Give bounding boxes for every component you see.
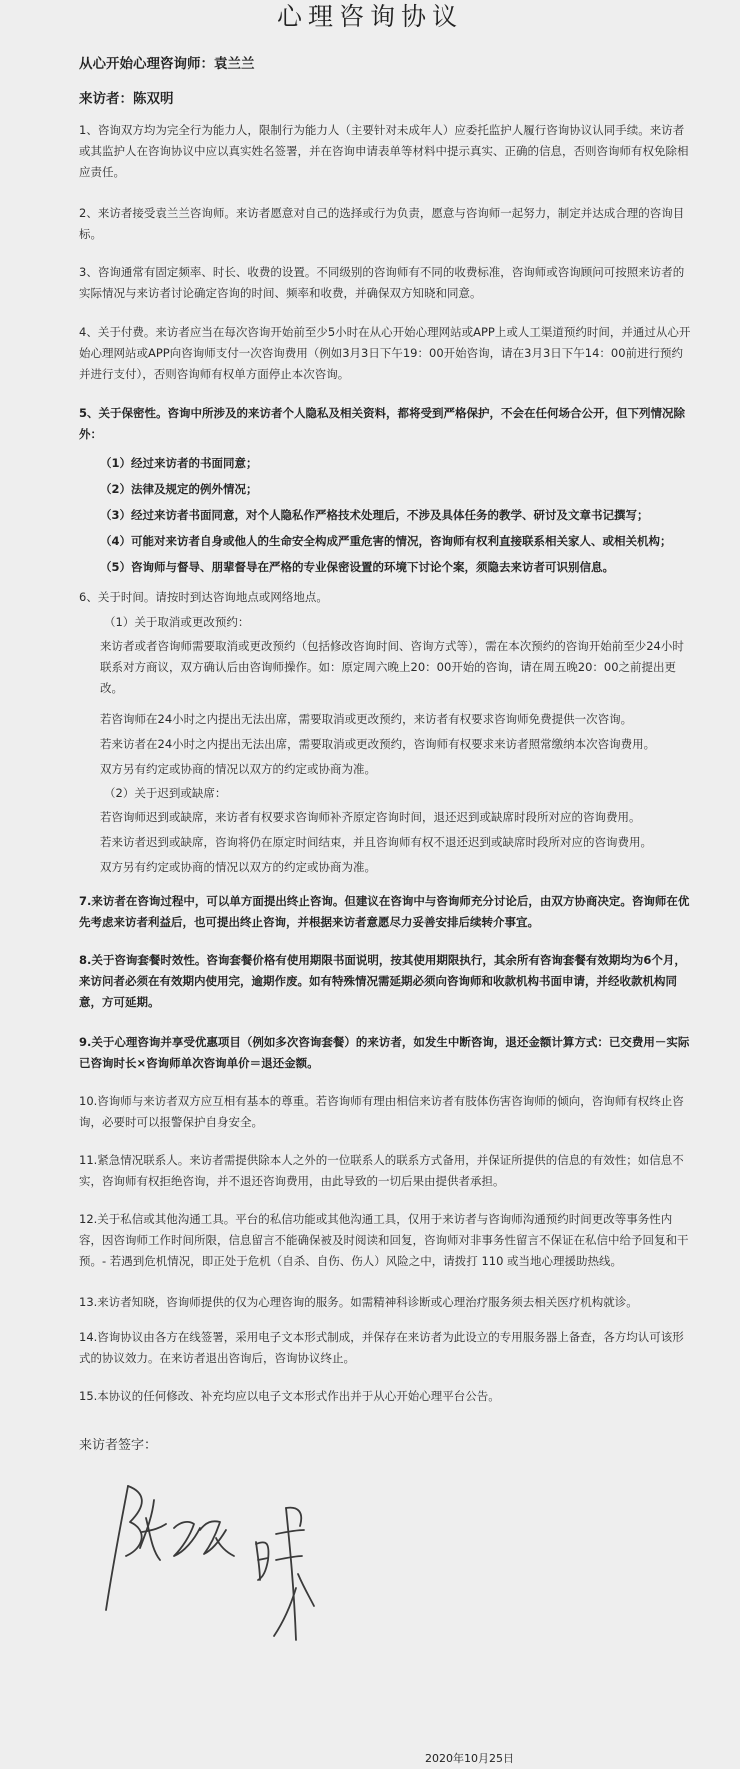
clause-6-paragraph: 若咨询师在24小时之内提出无法出席，需要取消或更改预约，来访者有权要求咨询师免费提供一次咨询。 [100,712,633,726]
clause-13: 13.来访者知晓，咨询师提供的仅为心理咨询的服务。如需精神科诊断或心理治疗服务须去相关医疗机构就诊。 [79,1295,638,1309]
clause-5: 5、关于保密性。咨询中所涉及的来访者个人隐私及相关资料，都将受到严格保护，不会在任何场合公开，但下列情况除外： [79,406,685,441]
signature-label: 来访者签字： [79,1438,158,1453]
clause-3: 3、咨询通常有固定频率、时长、收费的设置。不同级别的咨询师有不同的收费标准，咨询师或咨询顾问可按照来访者的实际情况与来访者讨论确定咨询的时间、频率和收费，并确保双方知晓和同意。 [79,265,685,300]
clause-6-sub-2: （2）关于迟到或缺席： [104,786,227,800]
signing-date: 2020年10月25日 [425,1752,514,1765]
clause-11: 11.紧急情况联系人。来访者需提供除本人之外的一位联系人的联系方式备用，并保证所提供的信息的有效性；如信息不实，咨询师有权拒绝咨询，并不退还咨询费用，由此导致的一切后果由提供者承担。 [79,1153,684,1188]
clause-10: 10.咨询师与来访者双方应互相有基本的尊重。若咨询师有理由相信来访者有肢体伤害咨询师的倾向，咨询师有权终止咨询，必要时可以报警保护自身安全。 [79,1094,684,1129]
clause-6-paragraph: 来访者或者咨询师需要取消或更改预约（包括修改咨询时间、咨询方式等），需在本次预约的咨询开始前至少24小时联系对方商议，双方确认后由咨询师操作。如：原定周六晚上20：00开始的咨询，请在周五晚20：00之前提出更改。 [100,639,684,695]
document-title: 心理咨询协议 [276,2,463,31]
clause-6-sub-1: （1）关于取消或更改预约： [104,615,250,629]
clause-4: 4、关于付费。来访者应当在每次咨询开始前至少5小时在从心开始心理网站或APP上或人工渠道预约时间，并通过从心开始心理网站或APP向咨询师支付一次咨询费用（例如3月3日下午19：00开始咨询，请在3月3日下午14：00前进行预约并进行支付），否则咨询师有权单方面停止本次咨询。 [79,325,691,381]
visitor-line: 来访者：陈双明 [79,91,174,107]
handwritten-signature [100,1478,340,1651]
clause-5-item: （2）法律及规定的例外情况； [100,482,258,496]
clause-15: 15.本协议的任何修改、补充均应以电子文本形式作出并于从心开始心理平台公告。 [79,1389,500,1403]
clause-6-paragraph: 若来访者迟到或缺席，咨询将仍在原定时间结束，并且咨询师有权不退还迟到或缺席时段所对应的咨询费用。 [100,835,652,849]
clause-6-paragraph: 若咨询师迟到或缺席，来访者有权要求咨询师补齐原定咨询时间，退还迟到或缺席时段所对应的咨询费用。 [100,810,641,824]
clause-5-item: （3）经过来访者书面同意，对个人隐私作严格技术处理后，不涉及具体任务的教学、研讨及文章书记撰写； [100,508,649,522]
clause-14: 14.咨询协议由各方在线签署，采用电子文本形式制成，并保存在来访者为此设立的专用服务器上备查，各方均认可该形式的协议效力。在来访者退出咨询后，咨询协议终止。 [79,1330,684,1365]
clause-5-item: （4）可能对来访者自身或他人的生命安全构成严重危害的情况，咨询师有权利直接联系相关家人、或相关机构； [100,534,672,548]
clause-12: 12.关于私信或其他沟通工具。平台的私信功能或其他沟通工具，仅用于来访者与咨询师沟通预约时间更改等事务性内容，因咨询师工作时间所限，信息留言不能确保被及时阅读和回复，咨询师对非事务性留言不保证在私信中给予回复和干预。- 若遇到危机情况，即正处于危机（自杀、自伤、伤人）风险之中，请拨打 110 或当地心理援助热线。 [79,1212,689,1268]
clause-7: 7.来访者在咨询过程中，可以单方面提出终止咨询。但建议在咨询中与咨询师充分讨论后，由双方协商决定。咨询师在优先考虑来访者利益后，也可提出终止咨询，并根据来访者意愿尽力妥善安排后续转介事宜。 [79,894,690,929]
clause-6-paragraph: 双方另有约定或协商的情况以双方的约定或协商为准。 [100,860,376,874]
clause-5-item: （5）咨询师与督导、朋辈督导在严格的专业保密设置的环境下讨论个案，须隐去来访者可识别信息。 [100,560,614,574]
clause-6-paragraph: 双方另有约定或协商的情况以双方的约定或协商为准。 [100,762,376,776]
clause-6-paragraph: 若来访者在24小时之内提出无法出席，需要取消或更改预约，咨询师有权要求来访者照常缴纳本次咨询费用。 [100,737,656,751]
clause-9: 9.关于心理咨询并享受优惠项目（例如多次咨询套餐）的来访者，如发生中断咨询，退还金额计算方式：已交费用－实际已咨询时长×咨询师单次咨询单价＝退还金额。 [79,1035,690,1070]
clause-5-item: （1）经过来访者的书面同意； [100,456,258,470]
clause-6: 6、关于时间。请按时到达咨询地点或网络地点。 [79,590,328,604]
clause-2: 2、来访者接受袁兰兰咨询师。来访者愿意对自己的选择或行为负责，愿意与咨询师一起努力，制定并达成合理的咨询目标。 [79,206,685,241]
counselor-line: 从心开始心理咨询师：袁兰兰 [79,56,255,72]
clause-8: 8.关于咨询套餐时效性。咨询套餐价格有使用期限书面说明，按其使用期限执行，其余所有咨询套餐有效期均为6个月，来访问者必须在有效期内使用完，逾期作废。如有特殊情况需延期必须向咨询师和收款机构书面申请，并经收款机构同意，方可延期。 [79,953,686,1009]
clause-1: 1、咨询双方均为完全行为能力人，限制行为能力人（主要针对未成年人）应委托监护人履行咨询协议认同手续。来访者或其监护人在咨询协议中应以真实姓名签署，并在咨询申请表单等材料中提示真实、正确的信息，否则咨询师有权免除相应责任。 [79,123,689,179]
